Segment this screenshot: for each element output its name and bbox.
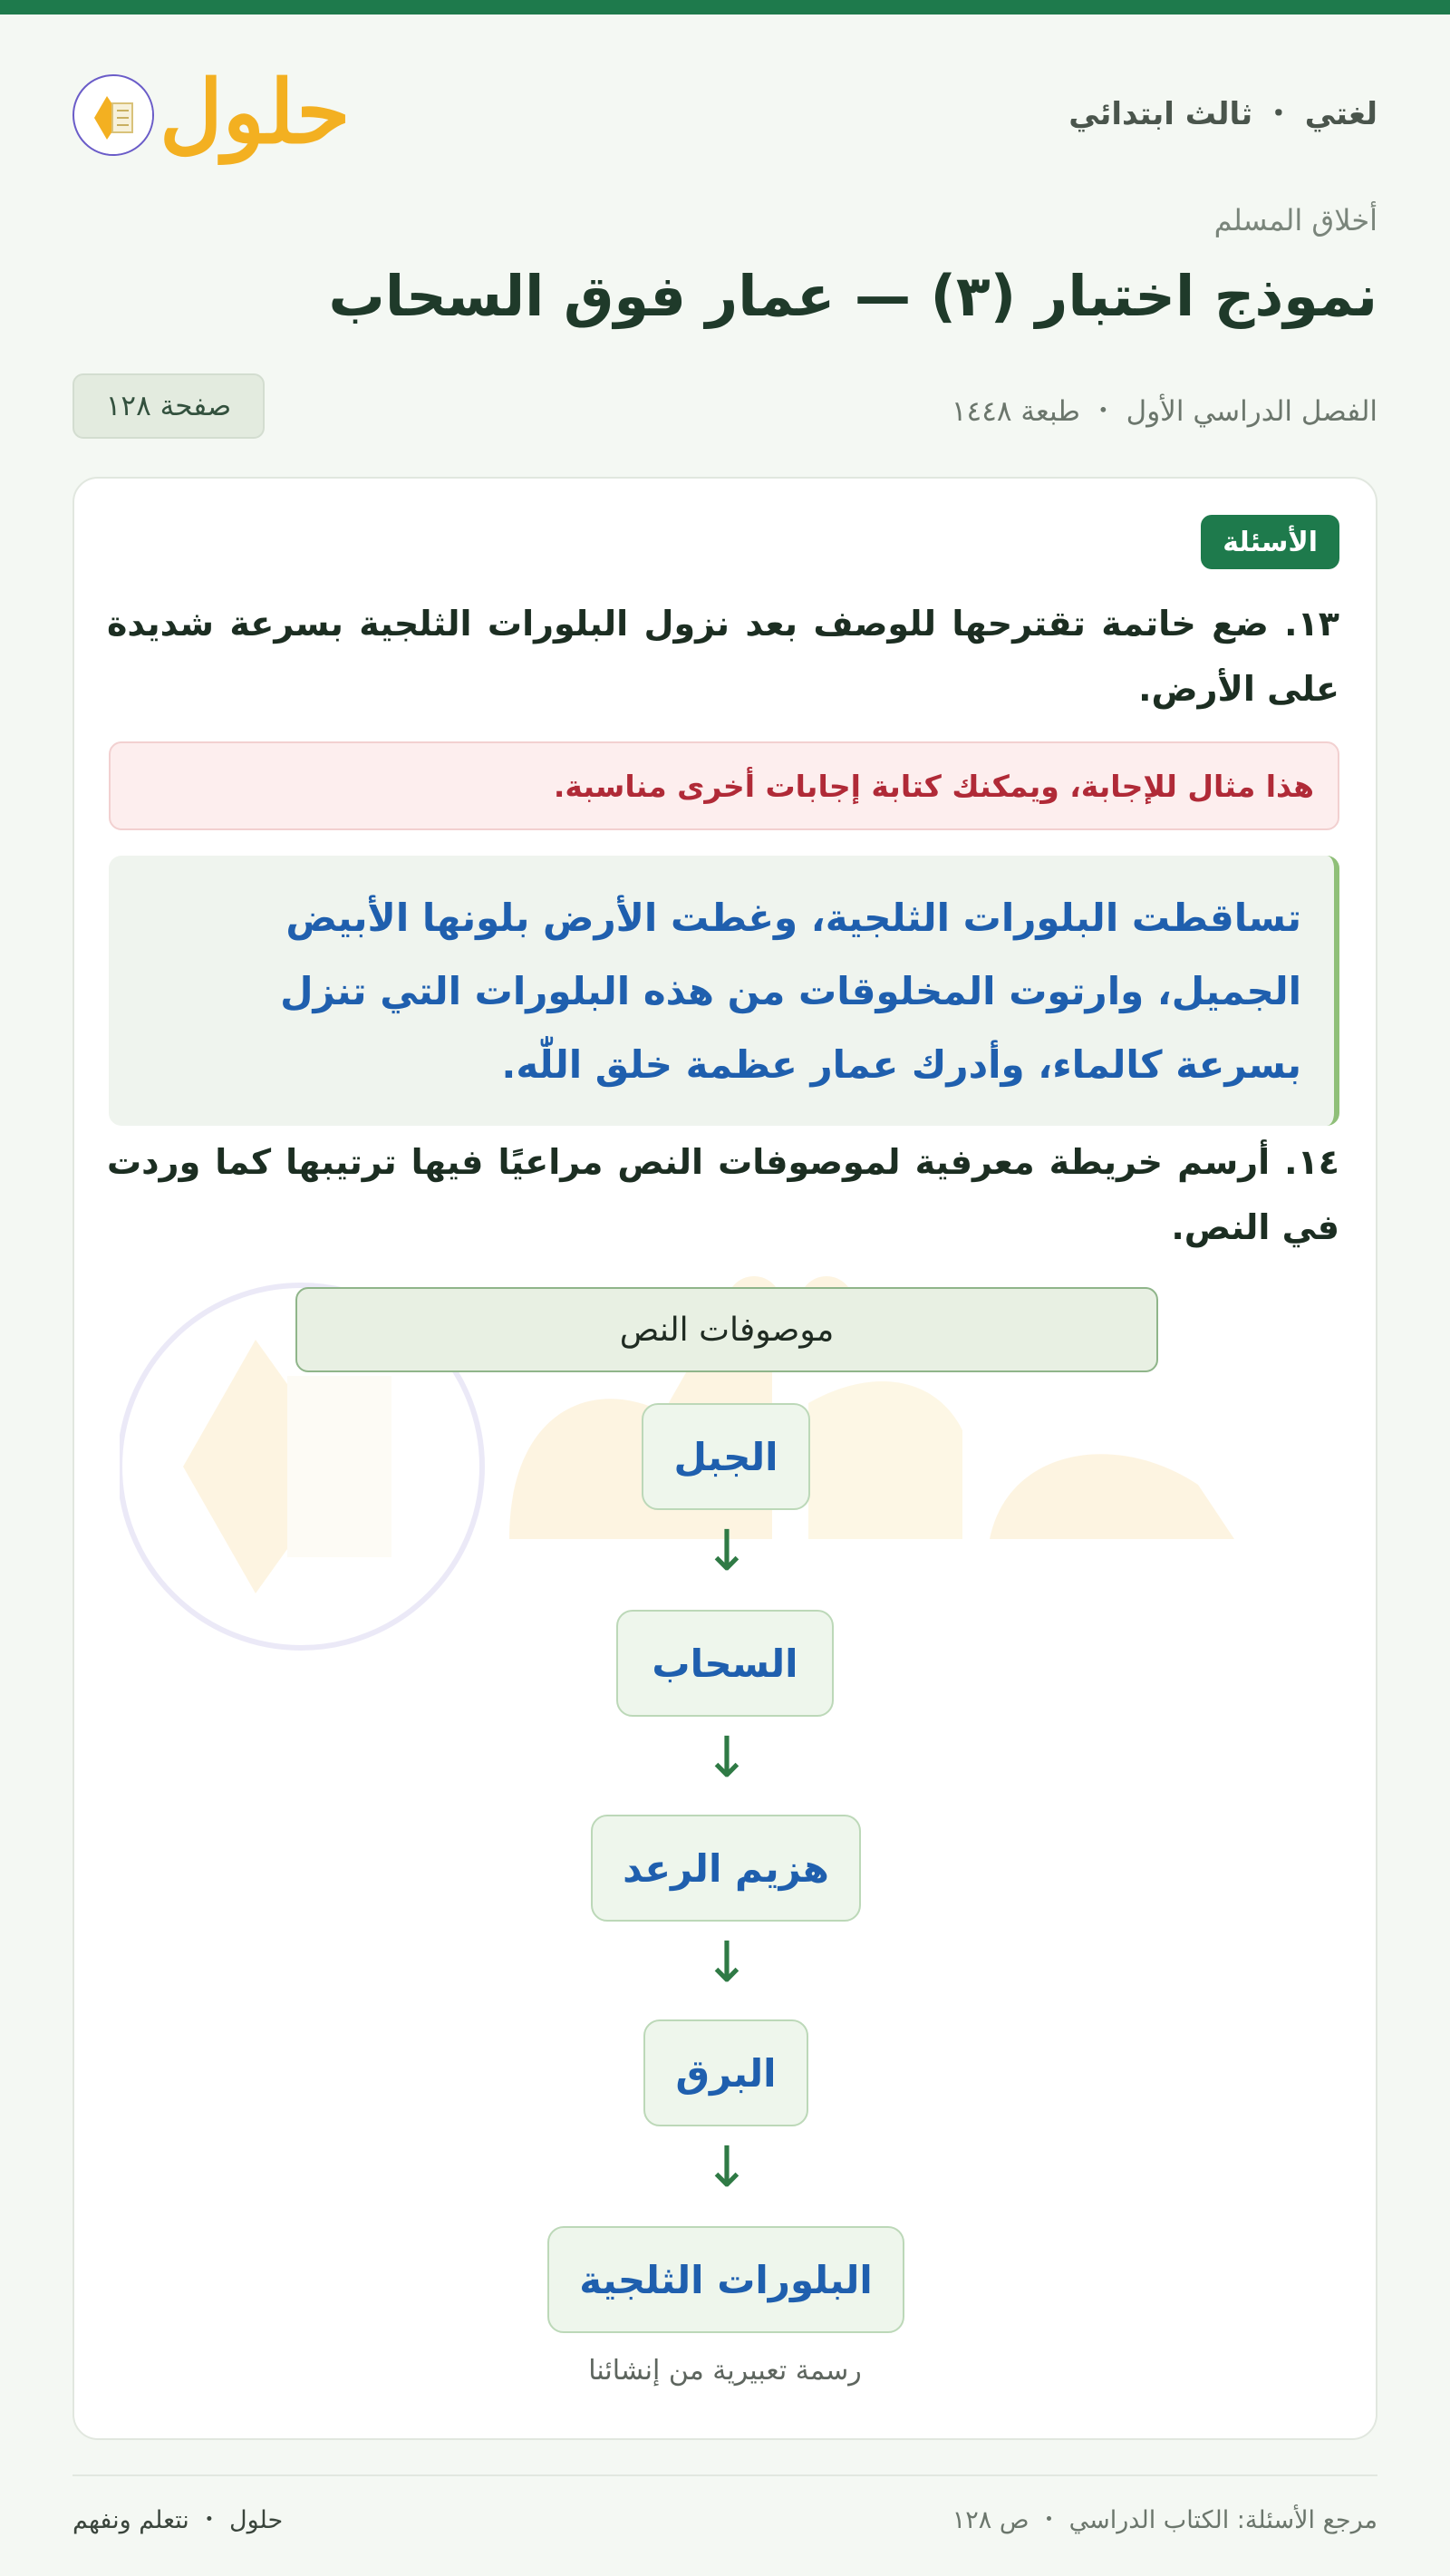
footer-reference: مرجع الأسئلة: الكتاب الدراسي ・ ص ١٢٨ [952, 2506, 1378, 2534]
concept-map-node: البرق [643, 2019, 808, 2126]
down-arrow-icon: ↓ [703, 1517, 750, 1583]
brand-name: حلول [160, 61, 351, 163]
footer-tagline: حلول ・ نتعلم ونفهم [72, 2506, 284, 2534]
answer-note: هذا مثال للإجابة، ويمكنك كتابة إجابات أخرى مناسبة. [109, 741, 1339, 830]
lesson-category: أخلاق المسلم [1213, 203, 1378, 237]
questions-section-badge: الأسئلة [1201, 515, 1339, 569]
concept-map-node: السحاب [616, 1610, 834, 1717]
questions-card [72, 477, 1378, 2440]
concept-map-node: هزيم الرعد [591, 1815, 861, 1922]
down-arrow-icon: ↓ [703, 1724, 750, 1790]
footer-divider [72, 2474, 1378, 2476]
page-header [72, 58, 1378, 167]
map-caption: رسمة تعبيرية من إنشائنا [588, 2355, 862, 2387]
down-arrow-icon: ↓ [703, 2134, 750, 2200]
brand-logo-link[interactable] [72, 58, 351, 167]
page-title: نموذج اختبار (٣) — عمار فوق السحاب [328, 263, 1378, 329]
term-edition-label: الفصل الدراسي الأول ・ طبعة ١٤٤٨ [951, 395, 1378, 428]
page-number-badge: صفحة ١٢٨ [72, 373, 265, 439]
concept-map-node: الجبل [642, 1403, 810, 1510]
subject-grade-label: لغتي ・ ثالث ابتدائي [1068, 96, 1378, 132]
question-13: ١٣. ضع خاتمة تقترحها للوصف بعد نزول البلورات الثلجية بسرعة شديدة على الأرض. [107, 604, 1339, 709]
down-arrow-icon: ↓ [703, 1929, 750, 1995]
book-in-circle-icon [72, 74, 154, 156]
answer-13: تساقطت البلورات الثلجية، وغطت الأرض بلونها الأبيض الجميل، وارتوت المخلوقات من هذه البلورات التي تنزل بسرعة كالماء، وأدرك عمار عظمة خلق اللّٰه. [109, 856, 1339, 1126]
concept-map-node: البلورات الثلجية [547, 2226, 904, 2333]
top-accent-bar [0, 0, 1450, 15]
question-14: ١٤. أرسم خريطة معرفية لموصوفات النص مراعيًا فيها ترتيبها كما وردت في النص. [107, 1142, 1339, 1247]
concept-map-root: موصوفات النص [295, 1287, 1158, 1372]
